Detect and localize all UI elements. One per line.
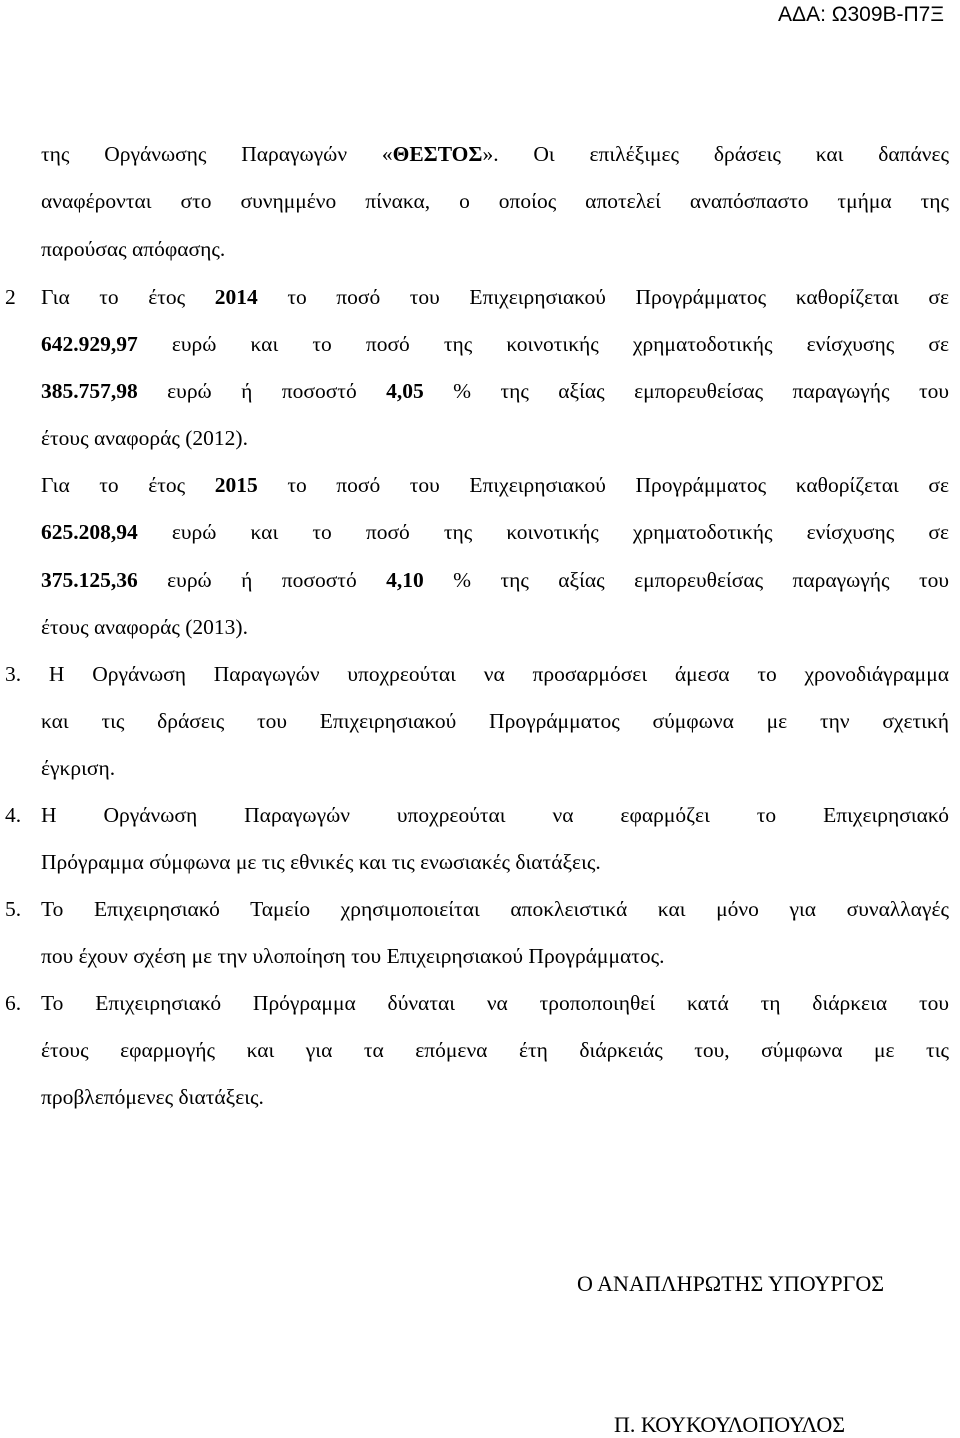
item-2-line-2: 642.929,97 ευρώ και το ποσό της κοινοτικής χρηματοδοτικής ενίσχυσης σε <box>41 332 949 356</box>
item-6-number: 6. <box>5 991 22 1015</box>
intro-line-3: παρούσας απόφασης. <box>41 237 226 261</box>
intro-line-1: της Οργάνωσης Παραγωγών «ΘΕΣΤΟΣ». Οι επιλέξιμες δράσεις και δαπάνες <box>41 142 949 166</box>
item-4-line-1: Η Οργάνωση Παραγωγών υποχρεούται να εφαρμόζει το Επιχειρησιακό <box>41 803 949 827</box>
intro-line-2: αναφέρονται στο συνημμένο πίνακα, ο οποίος αποτελεί αναπόσπαστο τμήμα της <box>41 189 949 213</box>
signature-title: Ο ΑΝΑΠΛΗΡΩΤΗΣ ΥΠΟΥΡΓΟΣ <box>577 1271 885 1296</box>
ada-code: ΑΔΑ: Ω309Β-Π7Ξ <box>778 3 944 26</box>
item-2-line-8: έτους αναφοράς (2013). <box>41 615 248 639</box>
item-6-line-1: Το Επιχειρησιακό Πρόγραμμα δύναται να τροποποιηθεί κατά τη διάρκεια του <box>41 991 949 1015</box>
item-4-line-2: Πρόγραμμα σύμφωνα με τις εθνικές και τις ενωσιακές διατάξεις. <box>41 850 601 874</box>
item-2-line-4: έτους αναφοράς (2012). <box>41 426 248 450</box>
item-2-line-3: 385.757,98 ευρώ ή ποσοστό 4,05 % της αξίας εμπορευθείσας παραγωγής του <box>41 379 949 403</box>
item-6-line-2: έτους εφαρμογής και για τα επόμενα έτη διάρκειάς του, σύμφωνα με τις <box>41 1038 949 1062</box>
item-3-line-3: έγκριση. <box>41 756 116 780</box>
item-2-line-6: 625.208,94 ευρώ και το ποσό της κοινοτικής χρηματοδοτικής ενίσχυσης σε <box>41 520 949 544</box>
item-5-line-2: που έχουν σχέση με την υλοποίηση του Επιχειρησιακού Προγράμματος. <box>41 944 665 968</box>
item-6-line-3: προβλεπόμενες διατάξεις. <box>41 1085 264 1109</box>
item-4-number: 4. <box>5 803 22 827</box>
item-2-line-1: Για το έτος 2014 το ποσό του Επιχειρησιακού Προγράμματος καθορίζεται σε <box>41 285 950 309</box>
item-2-line-7: 375.125,36 ευρώ ή ποσοστό 4,10 % της αξίας εμπορευθείσας παραγωγής του <box>41 568 949 592</box>
item-2-number: 2 <box>5 285 16 309</box>
item-5-line-1: Το Επιχειρησιακό Ταμείο χρησιμοποιείται αποκλειστικά και μόνο για συναλλαγές <box>41 897 949 921</box>
item-5-number: 5. <box>5 897 22 921</box>
signature-name: Π. ΚΟΥΚΟΥΛΟΠΟΥΛΟΣ <box>614 1412 846 1437</box>
item-3-line-1: 3. Η Οργάνωση Παραγωγών υποχρεούται να προσαρμόσει άμεσα το χρονοδιάγραμμα <box>5 662 949 686</box>
item-2-line-5: Για το έτος 2015 το ποσό του Επιχειρησιακού Προγράμματος καθορίζεται σε <box>41 473 950 497</box>
item-3-line-2: και τις δράσεις του Επιχειρησιακού Προγράμματος σύμφωνα με την σχετική <box>41 709 949 733</box>
